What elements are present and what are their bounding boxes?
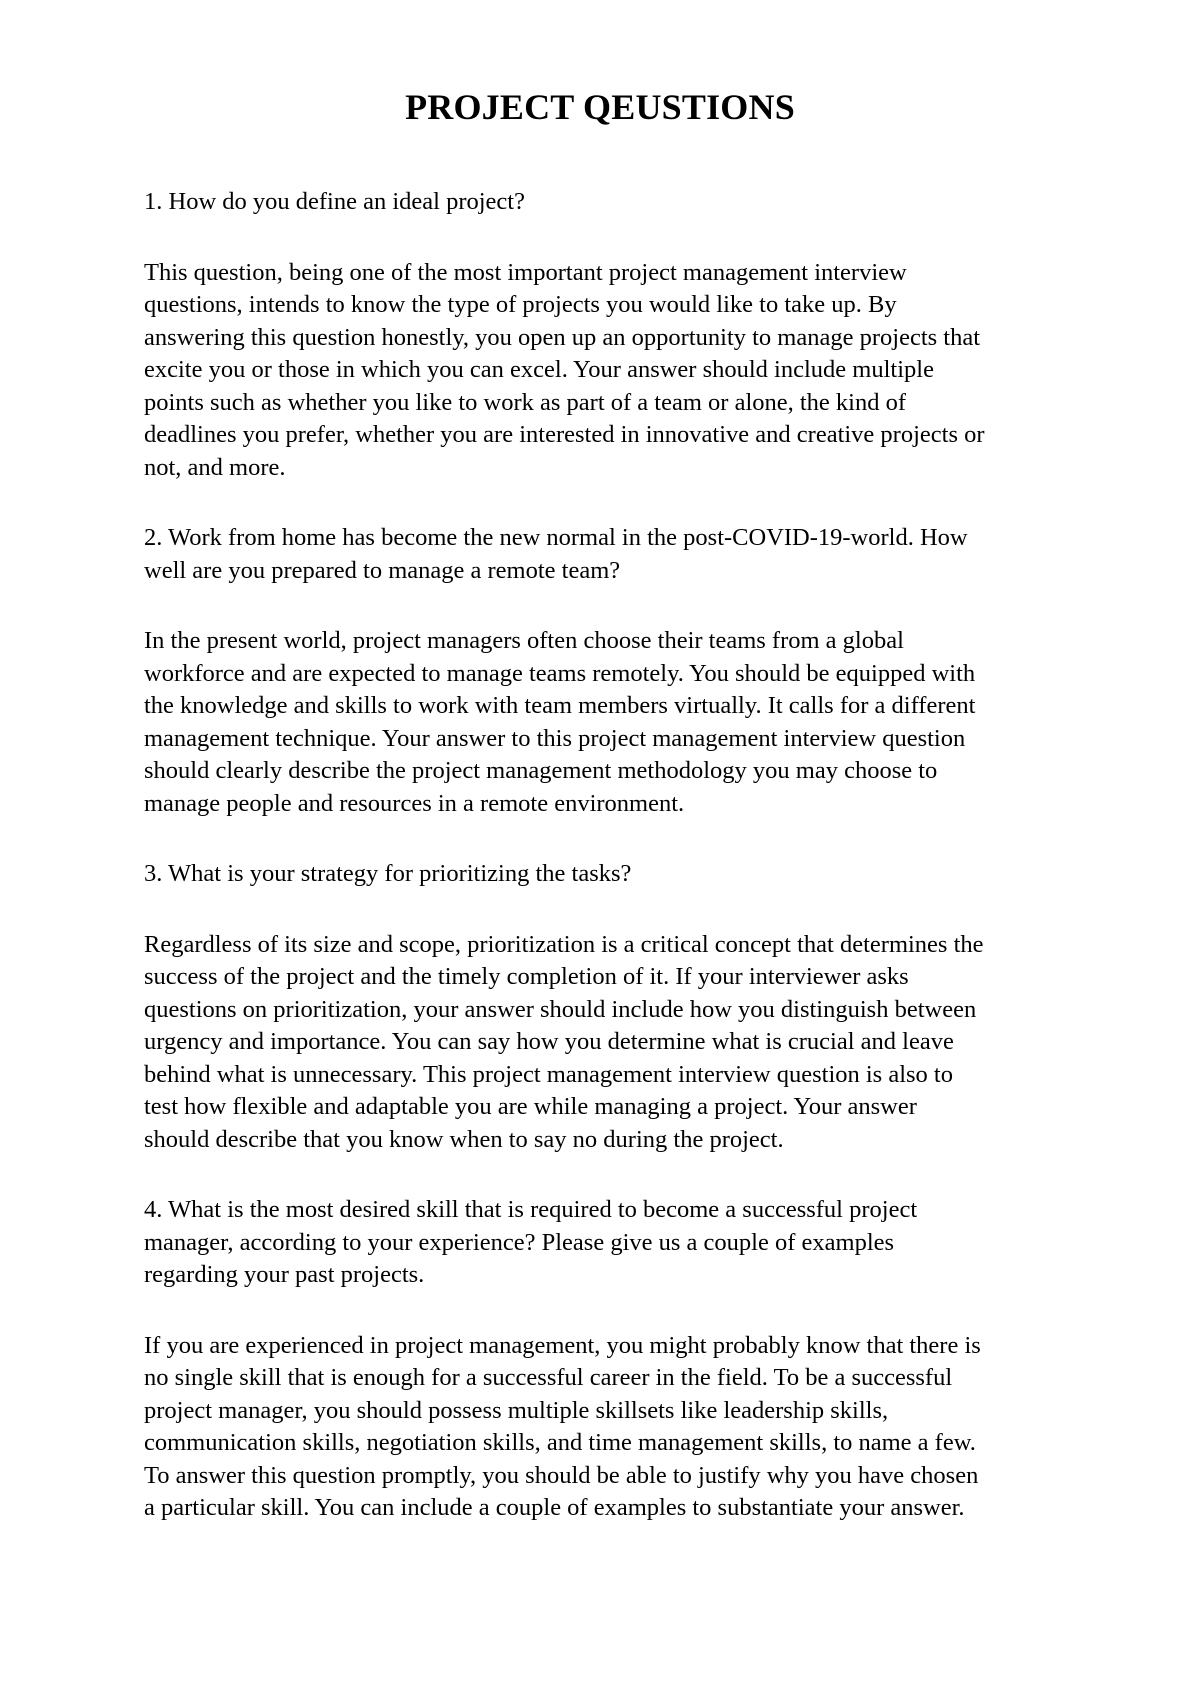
question-line: 4. What is the most desired skill that is required to become a successful project	[144, 1196, 918, 1223]
question-line: manager, according to your experience? Please give us a couple of examples	[144, 1228, 895, 1256]
answer-2	[144, 625, 1124, 820]
answer-line: questions on prioritization, your answer should include how you distinguish between	[144, 995, 977, 1023]
answer-line: success of the project and the timely completion of it. If your interviewer asks	[144, 963, 909, 990]
question-line: regarding your past projects.	[144, 1261, 425, 1288]
answer-line: a particular skill. You can include a couple of examples to substantiate your answer.	[144, 1494, 965, 1521]
answer-line: should describe that you know when to say no during the project.	[144, 1125, 784, 1153]
answer-line: To answer this question promptly, you should be able to justify why you have chosen	[144, 1461, 979, 1489]
answer-3	[144, 929, 1124, 1157]
question-1	[144, 186, 1124, 219]
answer-line: Regardless of its size and scope, prioritization is a critical concept that determines the	[144, 930, 984, 958]
answer-1	[144, 257, 1124, 485]
answer-line: urgency and importance. You can say how you determine what is crucial and leave	[144, 1028, 954, 1055]
answer-line: manage people and resources in a remote environment.	[144, 789, 685, 817]
document-title: PROJECT QEUSTIONS	[405, 87, 795, 127]
answer-line: excite you or those in which you can excel. Your answer should include multiple	[144, 356, 934, 383]
answer-line: communication skills, negotiation skills, and time management skills, to name a few.	[144, 1429, 976, 1456]
answer-line: workforce and are expected to manage teams remotely. You should be equipped with	[144, 659, 976, 687]
question-line: 1. How do you define an ideal project?	[144, 188, 525, 215]
answer-line: This question, being one of the most important project management interview	[144, 258, 907, 286]
answer-line: the knowledge and skills to work with team members virtually. It calls for a different	[144, 692, 976, 719]
answer-line: deadlines you prefer, whether you are interested in innovative and creative projects or	[144, 421, 985, 448]
answer-line: should clearly describe the project management methodology you may choose to	[144, 757, 938, 784]
question-line: 2. Work from home has become the new normal in the post-COVID-19-world. How	[144, 524, 968, 551]
answer-line: not, and more.	[144, 453, 286, 481]
answer-4	[144, 1330, 1124, 1525]
answer-line: answering this question honestly, you open up an opportunity to manage projects that	[144, 323, 981, 351]
answer-line: no single skill that is enough for a successful career in the field. To be a successful	[144, 1364, 953, 1391]
question-2	[144, 522, 1124, 587]
answer-line: questions, intends to know the type of projects you would like to take up. By	[144, 291, 897, 318]
question-4	[144, 1194, 1124, 1292]
answer-line: management technique. Your answer to this project management interview question	[144, 724, 966, 752]
document-body	[144, 186, 1124, 1563]
answer-line: In the present world, project managers often choose their teams from a global	[144, 627, 904, 654]
question-line: 3. What is your strategy for prioritizing the tasks?	[144, 860, 632, 887]
answer-line: test how flexible and adaptable you are while managing a project. Your answer	[144, 1093, 917, 1120]
answer-line: If you are experienced in project management, you might probably know that there is	[144, 1331, 981, 1359]
answer-line: project manager, you should possess multiple skillsets like leadership skills,	[144, 1396, 889, 1424]
question-line: well are you prepared to manage a remote team?	[144, 556, 621, 584]
answer-line: behind what is unnecessary. This project management interview question is also to	[144, 1060, 953, 1088]
answer-line: points such as whether you like to work as part of a team or alone, the kind of	[144, 388, 907, 416]
question-3	[144, 858, 1124, 891]
